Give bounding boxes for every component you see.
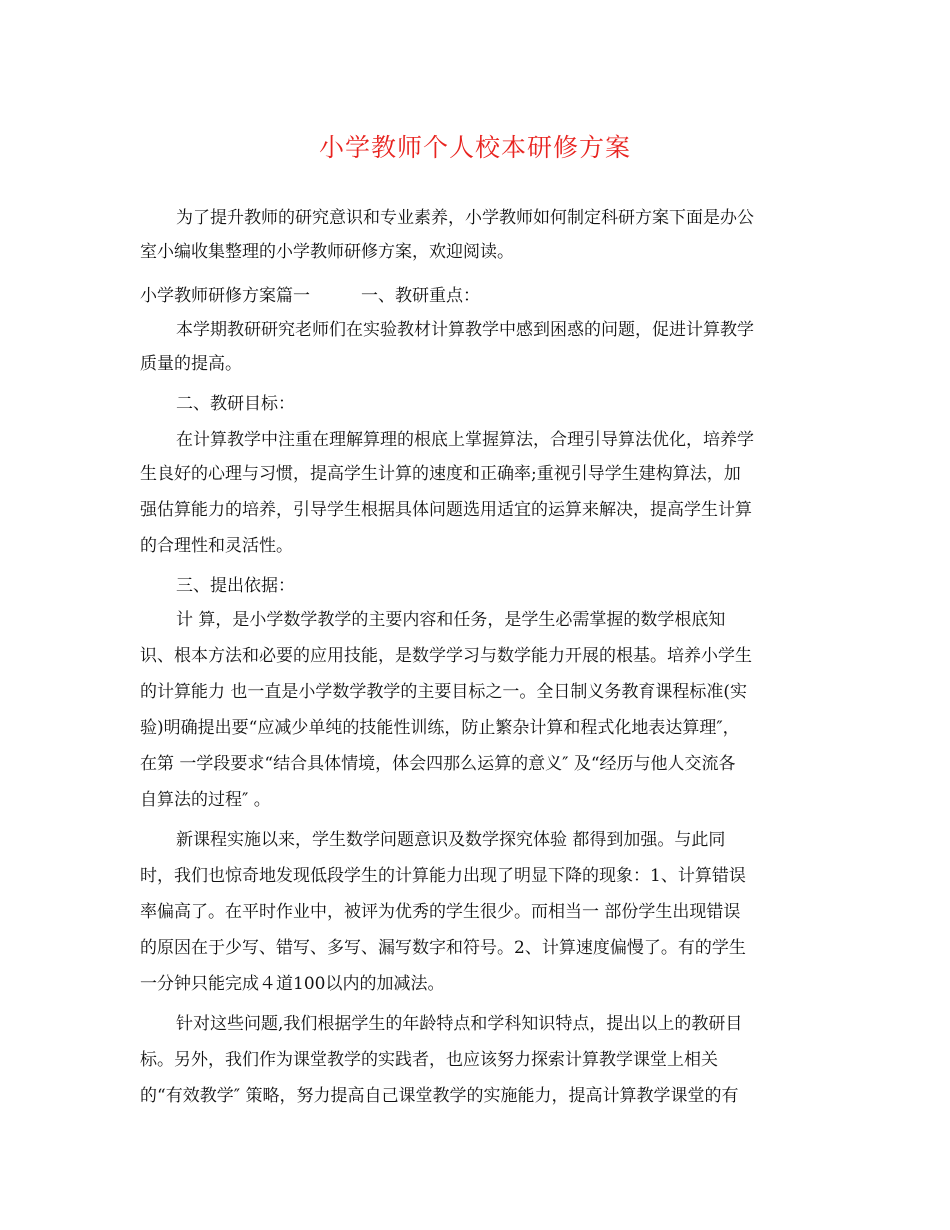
paragraph-line: 的计算能力 也一直是小学数学教学的主要目标之一。全日制义务教育课程标准(实 (140, 682, 748, 702)
paragraph-line: 生良好的心理与习惯，提高学生计算的速度和正确率;重视引导学生建构算法，加 (140, 464, 741, 484)
paragraph-line: 标。另外，我们作为课堂教学的实践者，也应该努力探索计算教学课堂上相关 (140, 1050, 718, 1070)
paragraph-line: 一分钟只能完成４道100以内的加减法。 (140, 974, 445, 994)
paragraph-line: 时，我们也惊奇地发现低段学生的计算能力出现了明显下降的现象：1、计算错误 (140, 866, 746, 886)
paragraph-line: 的合理性和灵活性。 (140, 536, 293, 556)
paragraph-line: 新课程实施以来，学生数学问题意识及数学探究体验 都得到加强。与此同 (176, 830, 726, 850)
paragraph-line: 在计算教学中注重在理解算理的根底上掌握算法，合理引导算法优化，培养学 (176, 430, 754, 450)
paragraph-line: 识、根本方法和必要的应用技能，是数学学习与数学能力开展的根基。培养小学生 (140, 646, 752, 666)
paragraph-line: 为了提升教师的研究意识和专业素养，小学教师如何制定科研方案下面是办公 (176, 208, 754, 228)
section-heading-line: 小学教师研修方案篇一 一、教研重点： (140, 286, 480, 306)
paragraph-line: 的“有效教学″ 策略，努力提高自己课堂教学的实施能力，提高计算教学课堂的有 (140, 1086, 739, 1106)
section-heading-line: 二、教研目标： (176, 394, 295, 414)
paragraph-line: 室小编收集整理的小学教师研修方案，欢迎阅读。 (140, 242, 514, 262)
section-heading-line: 三、提出依据： (176, 576, 295, 596)
paragraph-line: 强估算能力的培养，引导学生根据具体问题选用适宜的运算来解决，提高学生计算 (140, 500, 752, 520)
paragraph-line: 在第 一学段要求“结合具体情境，体会四那么运算的意义″ 及“经历与他人交流各 (140, 754, 736, 774)
paragraph-line: 验)明确提出要“应减少单纯的技能性训练，防止繁杂计算和程式化地表达算理″， (140, 718, 740, 738)
paragraph-line: 针对这些问题,我们根据学生的年龄特点和学科知识特点，提出以上的教研目 (176, 1014, 743, 1034)
document-title: 小学教师个人校本研修方案 (318, 133, 631, 162)
paragraph-line: 率偏高了。在平时作业中，被评为优秀的学生很少。而相当一 部份学生出现错误 (140, 902, 741, 922)
paragraph-line: 计 算，是小学数学教学的主要内容和任务，是学生必需掌握的数学根底知 (176, 610, 726, 630)
paragraph-line: 质量的提高。 (140, 354, 242, 374)
paragraph-line: 自算法的过程″ 。 (140, 790, 271, 810)
paragraph-line: 本学期教研研究老师们在实验教材计算教学中感到困惑的问题，促进计算教学 (176, 320, 754, 340)
paragraph-line: 的原因在于少写、错写、多写、漏写数字和符号。2、计算速度偏慢了。有的学生 (140, 938, 746, 958)
